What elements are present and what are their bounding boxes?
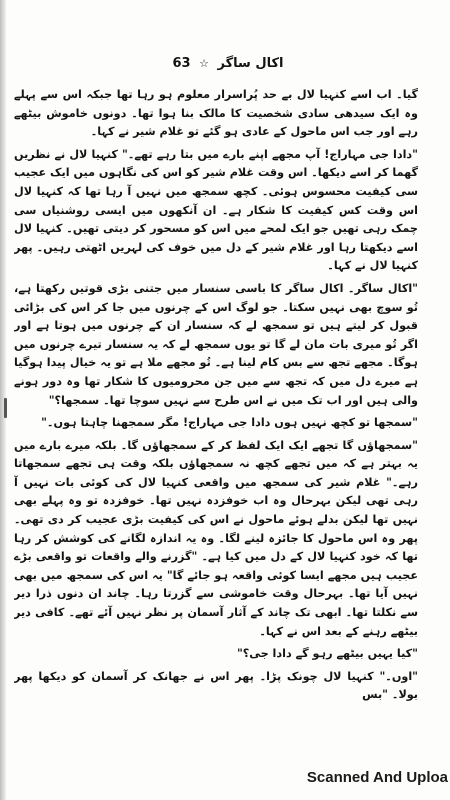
paragraph: گیا۔ اب اسے کنہیا لال بے حد پُراسرار معلوم ہو رہا تھا جبکہ اس سے پہلے وہ ایک سیدھی سادی شخصیت کا مالک بنا ہوا تھا۔ دونوں خاموش بیٹھے رہے اور جب اس ماحول کے عادی ہو گئے تو غلام شیر نے کہا۔ (14, 88, 418, 139)
book-title: اکال ساگر (217, 56, 284, 71)
star-icon: ☆ (199, 57, 209, 70)
paragraph: "دادا جی مہاراج! آپ مجھے اپنے بارے میں بتا رہے تھے۔" کنہیا لال نے نظریں گھما کر اسے دیکھا۔ اس وقت غلام شیر کو اس کی نگاہوں میں ایک عجیب سی کیفیت محسوس ہوئی۔ کچھ سمجھ میں نہیں آ رہا تھا کہ کنہیا لال اس وقت کس کیفیت کا شکار ہے۔ ان آنکھوں میں ایسی روشنیاں سی چمک رہی تھیں جو ایک لمحے میں اس کو مسحور کر دیتی تھیں۔ کنہیا لال اسے دیکھتا رہا اور غلام شیر کے دل میں خوف کی لہریں اٹھتی رہیں۔ پھر کنہیا لال نے کہا۔ (14, 147, 418, 273)
scanner-watermark: Scanned And Uploa (306, 769, 448, 786)
paragraph: "کیا یہیں بیٹھے رہو گے دادا جی؟" (236, 647, 418, 661)
paragraph: "سمجھاؤں گا تجھے ایک ایک لفظ کر کے سمجھاؤں گا۔ بلکہ میرے بارے میں یہ بہتر ہے کہ میں تجھے کچھ نہ سمجھاؤں بلکہ وقت ہی تجھے سمجھاتا رہے۔" غلام شیر کی سمجھ میں واقعی کنہیا لال کی کوئی بات نہیں آ رہی تھی لیکن بہرحال وہ اب خوفزدہ نہیں تھا۔ خوفزدہ تو وہ پہلے بھی نہیں تھا لیکن بدلے ہوئے ماحول نے اس کی کیفیت بڑی عجیب کر دی تھی۔ پھر وہ اس ماحول کا جائزہ لینے لگا۔ وہ یہ اندازہ لگانے کی کوشش کر رہا تھا کہ خود کنہیا لال کے دل میں کیا ہے۔ "گزرنے والے واقعات تو واقعی بڑے عجیب ہیں مجھے ایسا کوئی واقعہ ہو جائے گا" یہ اس کی سمجھ میں بھی نہیں آیا تھا۔ بہرحال وقت خاموشی سے گزرتا رہا۔ چاند ان دنوں ذرا دیر سے نکلتا تھا۔ ابھی تک چاند کے آثار آسمان پر نظر نہیں آئے تھے۔ کافی دیر بیٹھے رہنے کے بعد اس نے کہا۔ (14, 438, 418, 638)
paragraph: "اکال ساگر۔ اکال ساگر کا باسی سنسار میں جتنی بڑی قوتیں رکھتا ہے، تُو سوچ بھی نہیں سکتا۔ جو لوگ اس کے چرنوں میں جا کر اس کی بڑائی قبول کر لیتے ہیں تو سمجھ لے کہ سنسار ان کے چرنوں میں ہوتا ہے اور اگر تُو میری بات مان لے گا تو یوں سمجھ لے کہ یہ سنسار تیرے چرنوں میں ہوگا۔ مجھے تجھ سے بس کام لینا ہے۔ تُو مجھے ملا ہے تو یہ خیال پیدا ہوگیا ہے میرے دل میں کہ تجھ سے میں جن محرومیوں کا شکار تھا وہ دور ہونے والی ہیں اور اب تک میں نے اس طرح سے نہیں سوچا تھا۔ سمجھا؟" (14, 281, 418, 407)
page-header (0, 56, 450, 71)
page-number: 63 (172, 56, 191, 71)
body-text (14, 86, 418, 762)
margin-pen-mark (4, 398, 7, 418)
paragraph: "سمجھا تو کچھ نہیں ہوں دادا جی مہاراج! مگر سمجھنا چاہتا ہوں۔" (41, 416, 418, 430)
paragraph: "اوں۔" کنہیا لال چونک پڑا۔ پھر اس نے جھانک کر آسمان کو دیکھا پھر بولا۔ "بس (14, 669, 418, 702)
